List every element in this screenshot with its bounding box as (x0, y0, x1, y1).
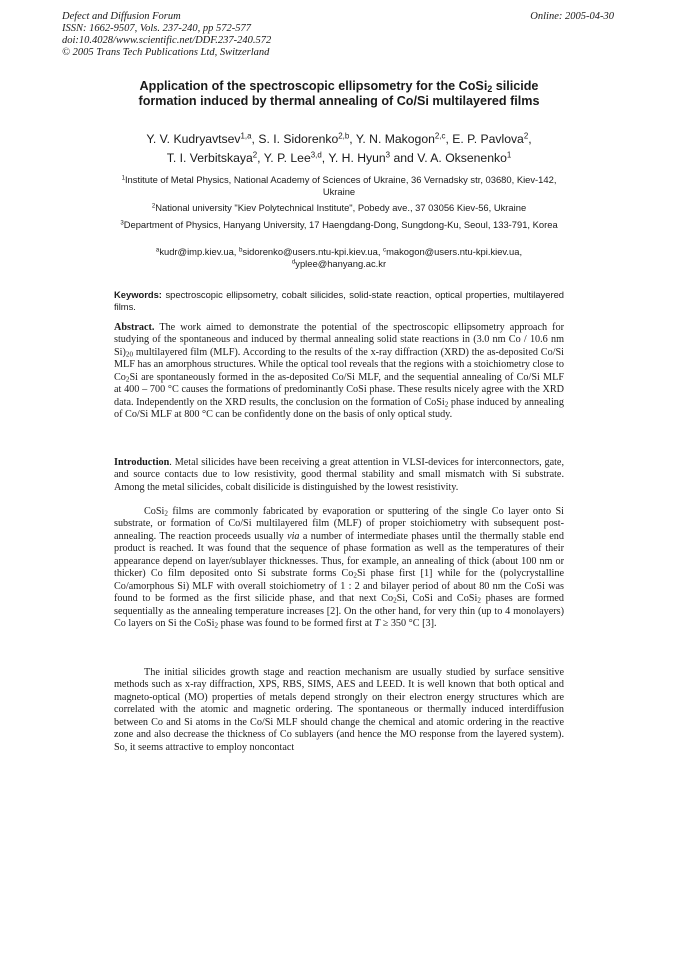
abstract-label: Abstract. (114, 322, 155, 333)
body-paragraph-2: CoSi$_2$ films are commonly fabricated by evaporation or sputtering of the single Co layer onto Si substrate, or formation of Co/Si multilayered film (MLF) of proper stoichiometry with subsequent post-annealing. The reaction proceeds usually via a number of intermediate phases until the thermally stable end product is reached. It was found that the sequence of phase formation as well as the temperatures of their appearance depend on layer/sublayer thicknesses. Thus, for example, an annealing of thick (about 100 nm or thicker) Co film deposited onto Si substrate forms $Co_2Si$ phase first [1] while for the (polycrystalline Co/amorphous Si) MLF with overall stoichiometry of 1 : 2 and bilayer period of about 80 nm the CoSi was found to be formed as the first silicide phase, and that next $Co_2Si$, CoSi and CoSi$_2$ phases are formed sequentially as the annealing temperature increases [2]. On the other hand, for very thin (up to 4 monolayers) Co layers on Si the CoSi$_2$ phase was found to be formed first at T ≥ 350 °C [3]. (114, 506, 565, 630)
author-name: T. I. Verbitskaya (166, 151, 253, 165)
abstract: Abstract. The work aimed to demonstrate the potential of the spectroscopic ellipsometry approach for studying of the spontaneous and induced by thermal annealing solid state reactions in (3.0 nm Co / 10.6 nm $Si)_{20}$ multilayered film (MLF). According to the results of the x-ray diffraction (XRD) the as-deposited Co/Si MLF has an amorphous structures. While the optical tool reveals that the regions with a stoichiometry close to $Co_2Si$ are spontaneously formed in the as-deposited Co/Si MLF, and the sequential annealing of Co/Si MLF at 400 – 700 °C causes the formations of predominantly CoSi phase. These results nicely agree with the XRD data. Independently on the XRD results, the conclusion on the formation of CoSi$_2$ phase induced by annealing of Co/Si MLF at 800 °C can be confidently done on the basis of only optical study. (114, 322, 564, 421)
journal-header (62, 11, 271, 59)
affiliation-1: $^1$Institute of Metal Physics, National Academy of Sciences of Ukraine, 36 Vernadsky str, 03680, Kiev-142, Ukraine (121, 174, 557, 197)
journal-name: Defect and Diffusion Forum (62, 11, 181, 22)
introduction-paragraph: Introduction. Metal silicides have been receiving a great attention in VLSI-devices for interconnectors, gate, and source contacts due to low resistivity, good thermal stability and small mismatch with Si substrate. Among the metal silicides, cobalt disilicide is distinguished by the lowest resistivity. (114, 457, 564, 493)
author-name: Y. N. Makogon (355, 132, 435, 146)
author-name: S. I. Sidorenko (258, 132, 339, 146)
issn-line: ISSN: 1662-9507, Vols. 237-240, pp 572-577 (62, 23, 251, 34)
affiliation-3: $^3$Department of Physics, Hanyang University, 17 Haengdang-Dong, Sungdong-Ku, Seoul, 133-791, Korea (120, 219, 558, 230)
introduction-label: Introduction (114, 457, 170, 468)
author-name: E. P. Pavlova (452, 132, 524, 146)
author-name: V. A. Oksenenko (417, 151, 507, 165)
copyright-line: © 2005 Trans Tech Publications Ltd, Switzerland (62, 47, 270, 58)
title-line-2: formation induced by thermal annealing of Co/Si multilayered films (138, 94, 540, 108)
author-emails: $^a$kudr@imp.kiev.ua, $^b$sidorenko@users.ntu-kpi.kiev.ua, $^c$makogon@users.ntu-kpi.kiev.ua, $^d$yplee@hanyang.ac.kr (155, 246, 523, 269)
author-name: Y. P. Lee (263, 151, 311, 165)
keywords-label: Keywords: (114, 289, 162, 300)
author-list (90, 130, 588, 168)
author-line-1: Y. V. Kudryavtsev$^{1,a}$, S. I. Sidorenko$^{2,b}$, Y. N. Makogon$^{2,c}$, E. P. Pavlova$^2$, (146, 131, 532, 146)
author-line-2: T. I. Verbitskaya$^2$, Y. P. Lee$^{3,d}$, Y. H. Hyun$^3$ and V. A. Oksenenko$^1$ (166, 150, 512, 165)
author-name: Y. V. Kudryavtsev (146, 132, 241, 146)
author-name: Y. H. Hyun (328, 151, 386, 165)
title-line-1: Application of the spectroscopic ellipsometry for the CoSi$_2$ silicide (139, 79, 539, 94)
doi-line: doi:10.4028/www.scientific.net/DDF.237-240.572 (62, 35, 272, 46)
online-date: Online: 2005-04-30 (530, 11, 614, 22)
body-paragraph-3: The initial silicides growth stage and reaction mechanism are usually studied by surface sensitive methods such as x-ray diffraction, XPS, RBS, SIMS, AES and LEED. It is well known that both optical and magneto-optical (MO) properties of metals depend strongly on their electron energy structures which are correlated with the atomic and magnetic ordering. The spontaneous or thermally induced interdiffusion between Co and Si atoms in the Co/Si MLF should change the chemical and atomic ordering in the reactive zone and also decrease the thickness of Co sublayers (and hence the MO response from the layered system). So, it seems attractive to employ noncontact (114, 667, 564, 753)
keywords: Keywords: spectroscopic ellipsometry, cobalt silicides, solid-state reaction, optical properties, multilayered films. (114, 289, 564, 312)
paper-title (100, 79, 578, 109)
affiliation-2: $^2$National university "Kiev Polytechnical Institute", Pobedy ave., 37 03056 Kiev-56, Ukraine (151, 202, 527, 213)
